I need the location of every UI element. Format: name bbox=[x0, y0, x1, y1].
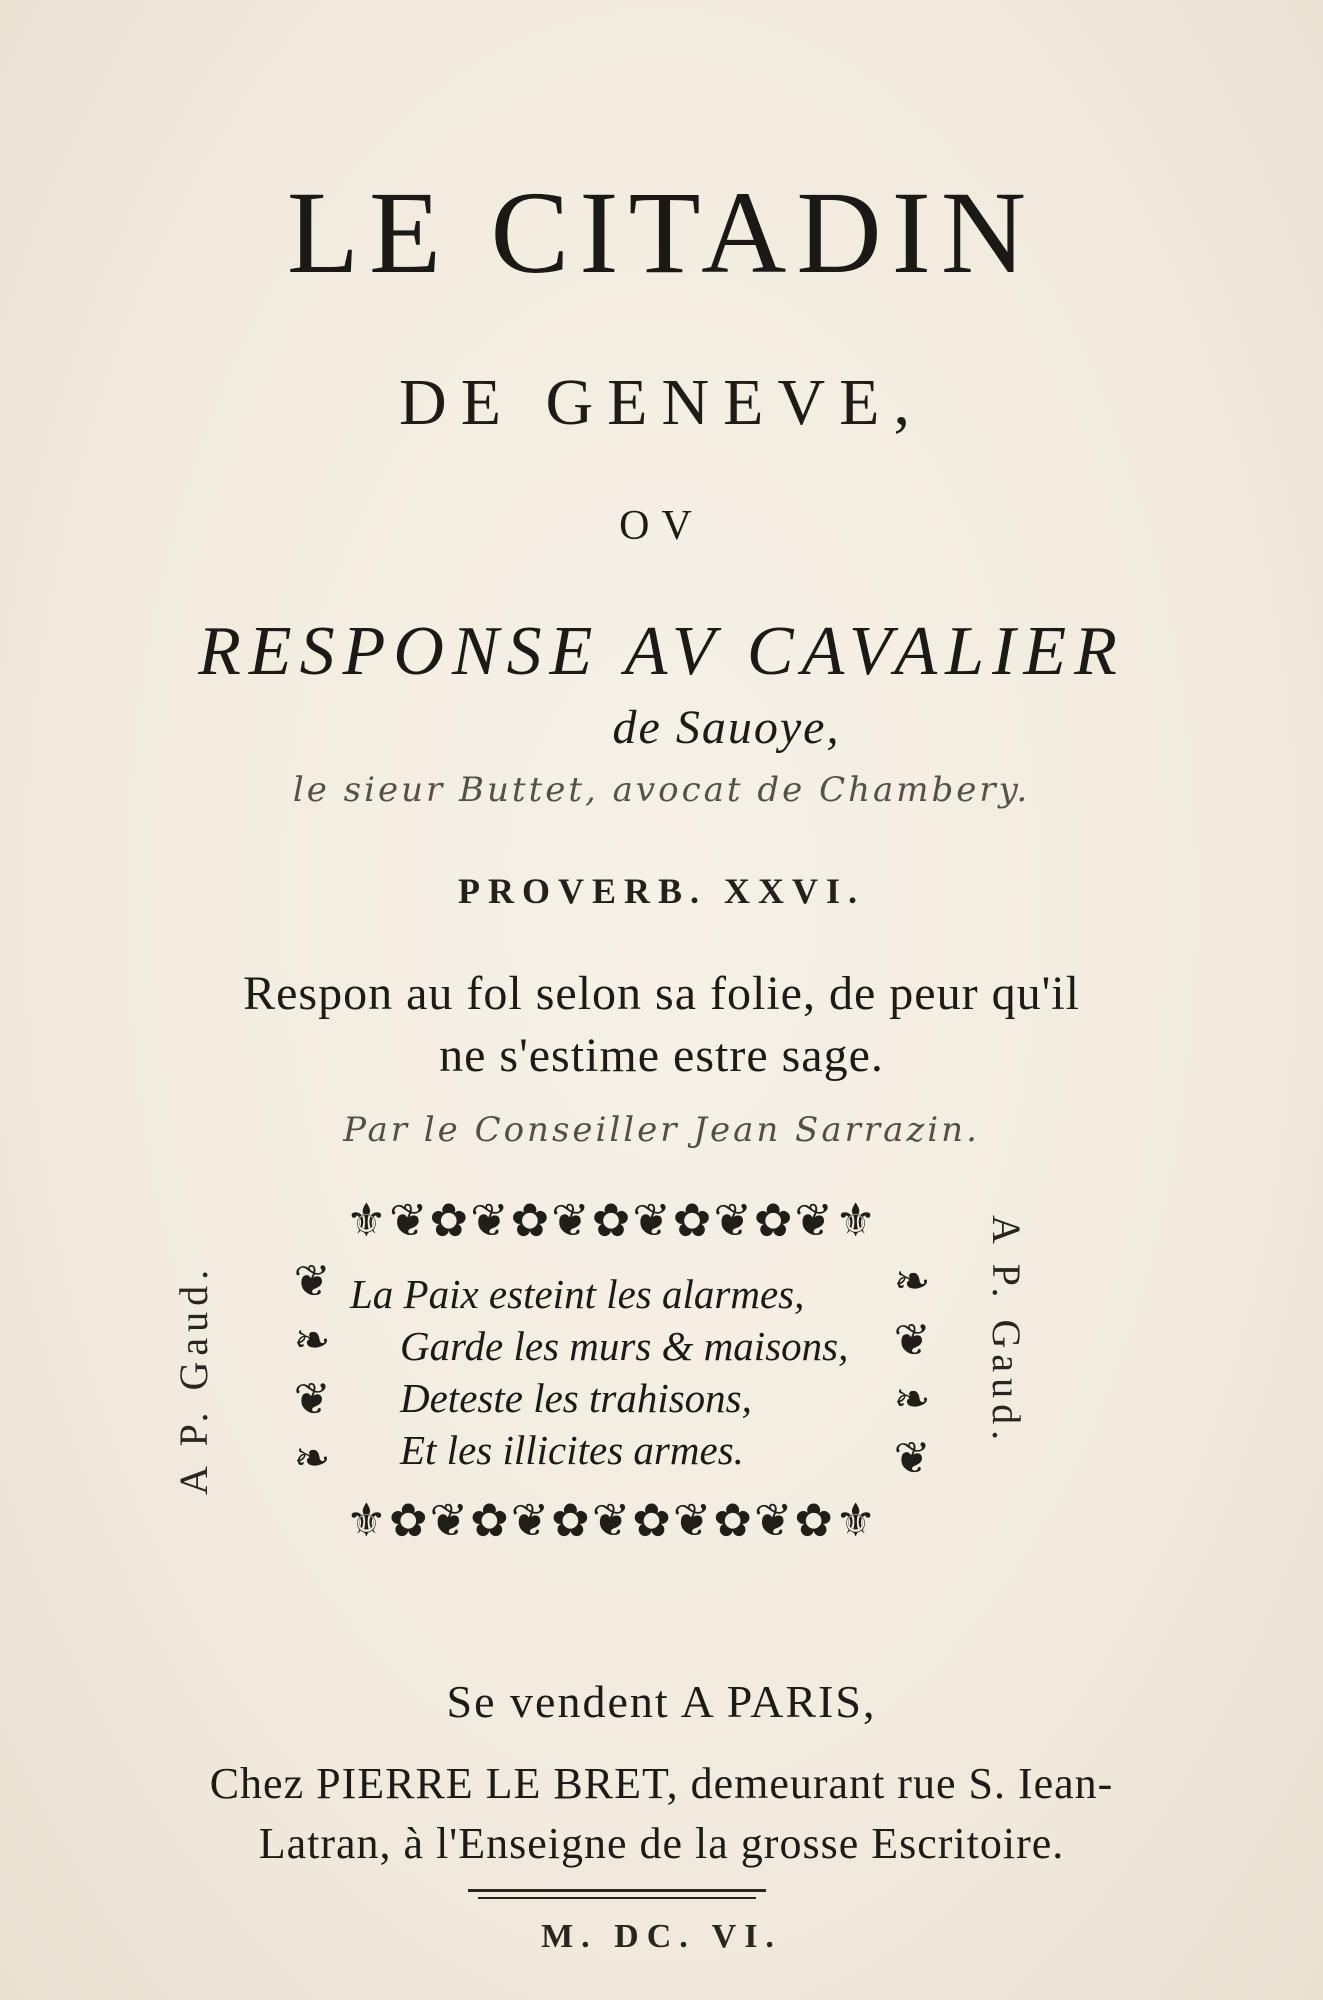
double-rule-top bbox=[468, 1889, 766, 1892]
device-verse bbox=[350, 1268, 880, 1476]
ornament-border-right bbox=[882, 1252, 942, 1488]
fleuron-icon: ❧ bbox=[293, 1315, 331, 1366]
ornament-border-top: ⚜❦✿❦✿❦✿❦✿❦✿❦⚜ bbox=[345, 1193, 879, 1247]
fleuron-icon: ❦ bbox=[893, 1315, 931, 1366]
imprint-line-2: Chez PIERRE LE BRET, demeurant rue S. Iean- bbox=[209, 1759, 1114, 1808]
title-line-3: RESPONSE AV CAVALIER bbox=[198, 613, 1125, 690]
verse-line-2: Garde les murs & maisons, bbox=[400, 1323, 849, 1369]
verse-line-3: Deteste les trahisons, bbox=[400, 1375, 752, 1421]
imprint-line-1: Se vendent A PARIS, bbox=[446, 1676, 877, 1727]
printers-device-frame bbox=[282, 1190, 942, 1550]
title-line-2: DE GENEVE, bbox=[399, 366, 924, 439]
title-line-4: de Sauoye, bbox=[612, 701, 841, 754]
epigraph-line-2: ne s'estime estre sage. bbox=[439, 1029, 884, 1082]
double-rule-bottom bbox=[478, 1897, 756, 1899]
fleuron-icon: ❦ bbox=[293, 1374, 331, 1425]
epigraph-reference: PROVERB. XXVI. bbox=[457, 871, 865, 911]
imprint-line-3: Latran, à l'Enseigne de la grosse Escritoire. bbox=[258, 1819, 1065, 1868]
epigraph-line-1: Respon au fol selon sa folie, de peur qu'il bbox=[243, 967, 1080, 1020]
title-connector: OV bbox=[619, 503, 704, 549]
fleuron-icon: ❦ bbox=[293, 1256, 331, 1307]
fleuron-icon: ❦ bbox=[893, 1433, 931, 1484]
handwritten-annotation-2: Par le Conseiller Jean Sarrazin. bbox=[343, 1110, 980, 1150]
verse-line-1: La Paix esteint les alarmes, bbox=[350, 1271, 805, 1317]
ornament-border-bottom: ⚜✿❦✿❦✿❦✿❦✿❦✿⚜ bbox=[345, 1493, 879, 1547]
title-line-1: LE CITADIN bbox=[286, 167, 1037, 298]
fleuron-icon: ❧ bbox=[293, 1433, 331, 1484]
verse-line-4: Et les illicites armes. bbox=[400, 1427, 744, 1473]
fleuron-icon: ❧ bbox=[893, 1256, 931, 1307]
fleuron-icon: ❧ bbox=[893, 1374, 931, 1425]
side-text-right: A P. Gaud. bbox=[984, 1215, 1029, 1447]
handwritten-annotation-1: le sieur Buttet, avocat de Chambery. bbox=[292, 770, 1031, 810]
imprint-year: M. DC. VI. bbox=[541, 1918, 782, 1955]
ornament-border-left bbox=[282, 1252, 342, 1488]
side-text-left: A P. Gaud. bbox=[171, 1263, 216, 1495]
